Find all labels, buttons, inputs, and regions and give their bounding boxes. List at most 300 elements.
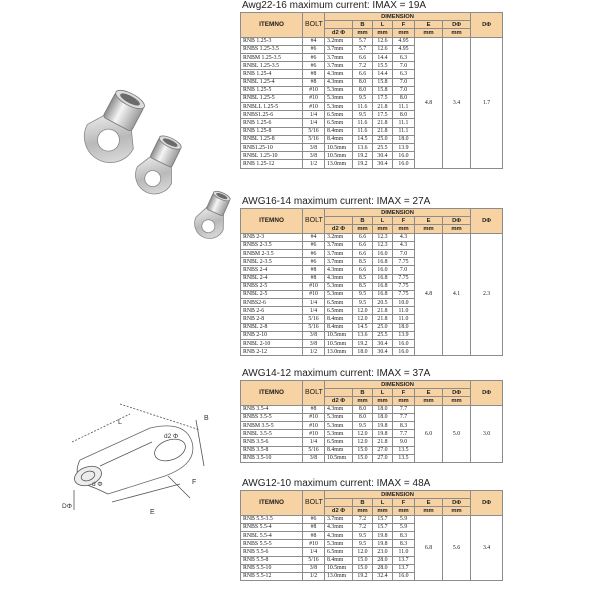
cell-f: 11.0 [393,307,415,315]
header-itemno: ITEMNO [241,381,303,406]
header-itemno: ITEMNO [241,13,303,38]
cell-l: 15.8 [373,78,393,86]
cell-d2: 5.3mm [325,282,353,290]
header-unit: mm [415,397,443,405]
cell-itemno: RNBL 2-5 [241,290,303,298]
header-d2: d2 Φ [325,397,353,405]
left-panel [0,0,238,600]
cell-itemno: RNBS 1.25-3.5 [241,45,303,53]
cell-b: 9.5 [353,531,373,539]
cell-bolt: #8 [303,266,325,274]
dimension-diagram [0,380,238,530]
header-unit: mm [373,397,393,405]
cell-f: 11.1 [393,119,415,127]
cell-d2: 3.2mm [325,233,353,241]
cell-bolt: #10 [303,430,325,438]
cell-f: 8.0 [393,94,415,102]
cell-b: 15.0 [353,454,373,462]
cell-bolt: #10 [303,94,325,102]
header-unit: mm [415,29,443,37]
large-terminal [75,82,156,172]
cell-b: 9.5 [353,421,373,429]
cell-itemno: RNBS 2-3.5 [241,241,303,249]
cell-b: 15.0 [353,556,373,564]
header-unit: mm [443,507,471,515]
cell-d2: 6.5mm [325,119,353,127]
header-dimension: DIMENSION [325,381,471,389]
cell-l: 30.4 [373,152,393,160]
cell-b: 8.5 [353,282,373,290]
cell-bolt: 5/16 [303,135,325,143]
cell-itemno: RNB 1.25-6 [241,119,303,127]
header-e: E [415,217,443,225]
header-unit: mm [415,225,443,233]
header-dimension: DIMENSION [325,491,471,499]
cell-itemno: RNBM 3.5-5 [241,421,303,429]
cell-itemno: RNB 5.5-6 [241,548,303,556]
cell-f: 4.95 [393,37,415,45]
cell-d2: 4.3mm [325,531,353,539]
cell-d1: 5.0 [443,405,471,462]
cell-d2: 13.0mm [325,572,353,580]
cell-b: 12.0 [353,438,373,446]
cell-b: 6.6 [353,53,373,61]
cell-b: 9.5 [353,111,373,119]
cell-itemno: RNB1.25-10 [241,144,303,152]
cell-l: 17.5 [373,94,393,102]
cell-d2: 10.5mm [325,152,353,160]
cell-b: 8.5 [353,274,373,282]
header-bolt: BOLT [303,209,325,234]
cell-d2: 6.5mm [325,438,353,446]
cell-d2: 8.4mm [325,315,353,323]
cell-d2: 4.3mm [325,78,353,86]
cell-bolt: 5/16 [303,323,325,331]
cell-b: 11.6 [353,127,373,135]
cell-f: 11.0 [393,315,415,323]
cell-itemno: RNB 1.25-3 [241,37,303,45]
cell-f: 7.0 [393,86,415,94]
cell-itemno: RNBS2-6 [241,299,303,307]
cell-itemno: RNBL 1.25-3.5 [241,62,303,70]
cell-d2: 8.4mm [325,323,353,331]
header-d1: DΦ [443,21,471,29]
cell-itemno: RNBLL 1.25-5 [241,103,303,111]
cell-d1: 4.1 [443,233,471,356]
cell-f: 8.3 [393,540,415,548]
cell-itemno: RNB 5.5-8 [241,556,303,564]
cell-bolt: #6 [303,249,325,257]
cell-l: 25.0 [373,323,393,331]
cell-bolt: #8 [303,274,325,282]
cell-b: 13.6 [353,331,373,339]
cell-f: 7.7 [393,405,415,413]
cell-itemno: RNBL 2-8 [241,323,303,331]
section-title: Awg22-16 maximum current: IMAX = 19A [242,0,427,11]
cell-f: 7.75 [393,290,415,298]
cell-bolt: 1/4 [303,299,325,307]
cell-d2: 3.7mm [325,53,353,61]
cell-l: 25.0 [373,135,393,143]
cell-d2: 4.3mm [325,266,353,274]
cell-bolt: 1/4 [303,307,325,315]
cell-itemno: RNB 1.25-5 [241,86,303,94]
header-blank [325,217,353,225]
cell-d2: 10.5mm [325,454,353,462]
table-row [241,405,503,413]
cell-d2: 5.3mm [325,430,353,438]
cell-itemno: RNB 3.5-8 [241,446,303,454]
cell-f: 8.3 [393,421,415,429]
cell-itemno: RNBL 1.25-5 [241,94,303,102]
cell-b: 8.5 [353,258,373,266]
cell-l: 21.8 [373,307,393,315]
header-unit: mm [373,507,393,515]
cell-bolt: 1/4 [303,548,325,556]
cell-itemno: RNBS 5.5-5 [241,540,303,548]
cell-dphi: 3.0 [471,405,503,462]
header-d1: DΦ [443,499,471,507]
cell-bolt: #10 [303,282,325,290]
cell-bolt: 5/16 [303,127,325,135]
cell-b: 8.0 [353,413,373,421]
cell-itemno: RNB 3.5-10 [241,454,303,462]
cell-f: 5.9 [393,523,415,531]
cell-b: 12.0 [353,548,373,556]
section-title: AWG14-12 maximum current: IMAX = 37A [242,368,431,379]
cell-bolt: #8 [303,405,325,413]
label-e: E [150,509,155,516]
cell-l: 15.5 [373,62,393,70]
header-dimension: DIMENSION [325,209,471,217]
cell-l: 30.4 [373,348,393,356]
cell-l: 21.8 [373,438,393,446]
cell-b: 6.6 [353,266,373,274]
cell-l: 27.0 [373,454,393,462]
cell-bolt: 5/16 [303,315,325,323]
cell-bolt: #6 [303,241,325,249]
cell-l: 28.0 [373,564,393,572]
cell-l: 16.8 [373,274,393,282]
cell-f: 18.0 [393,135,415,143]
header-unit: mm [353,225,373,233]
cell-d2: 10.5mm [325,331,353,339]
cell-b: 7.2 [353,523,373,531]
cell-d2: 6.5mm [325,548,353,556]
cell-f: 7.0 [393,249,415,257]
header-unit: mm [443,29,471,37]
header-f: F [393,21,415,29]
cell-l: 16.0 [373,249,393,257]
cell-d1: 3.4 [443,37,471,168]
cell-d2: 4.3mm [325,405,353,413]
cell-d2: 8.4mm [325,135,353,143]
cell-b: 11.6 [353,103,373,111]
cell-f: 9.0 [393,438,415,446]
spec-table [240,208,503,356]
cell-f: 7.0 [393,62,415,70]
cell-l: 12.3 [373,233,393,241]
cell-f: 13.9 [393,331,415,339]
cell-b: 9.5 [353,94,373,102]
cell-f: 13.5 [393,454,415,462]
cell-f: 16.0 [393,572,415,580]
cell-d2: 5.3mm [325,94,353,102]
label-d2: d2 Φ [164,433,179,440]
cell-l: 15.7 [373,523,393,531]
header-dimension: DIMENSION [325,13,471,21]
cell-b: 6.6 [353,249,373,257]
cell-d2: 3.7mm [325,45,353,53]
cell-bolt: 1/2 [303,160,325,168]
header-f: F [393,217,415,225]
cell-bolt: #6 [303,53,325,61]
cell-b: 15.0 [353,564,373,572]
cell-dphi: 3.4 [471,515,503,581]
cell-itemno: RNB 5.5-10 [241,564,303,572]
label-b: B [204,415,209,422]
cell-bolt: 3/8 [303,340,325,348]
cell-d2: 4.3mm [325,70,353,78]
cell-b: 6.6 [353,233,373,241]
cell-d2: 4.3mm [325,274,353,282]
header-b: B [353,21,373,29]
cell-f: 4.3 [393,241,415,249]
label-f: F [192,479,197,486]
cell-itemno: RNBL 5.5-4 [241,531,303,539]
header-blank [325,499,353,507]
cell-l: 20.5 [373,299,393,307]
cell-f: 11.0 [393,548,415,556]
cell-bolt: 1/2 [303,348,325,356]
cell-f: 7.0 [393,266,415,274]
header-l: L [373,217,393,225]
cell-e: 6.0 [415,405,443,462]
cell-f: 16.0 [393,160,415,168]
cell-f: 11.1 [393,127,415,135]
cell-bolt: #8 [303,531,325,539]
header-unit: mm [415,507,443,515]
header-d2: d2 Φ [325,225,353,233]
cell-d2: 8.4mm [325,556,353,564]
header-dphi: DΦ [471,13,503,38]
header-e: E [415,499,443,507]
cell-itemno: RNB 5.5-3.5 [241,515,303,523]
cell-bolt: #8 [303,78,325,86]
header-d1: DΦ [443,389,471,397]
cell-l: 25.5 [373,331,393,339]
header-b: B [353,217,373,225]
cell-d2: 3.2mm [325,37,353,45]
small-terminal [190,187,237,243]
header-l: L [373,389,393,397]
cell-b: 13.6 [353,144,373,152]
cell-bolt: 5/16 [303,556,325,564]
cell-l: 27.0 [373,446,393,454]
cell-bolt: #4 [303,37,325,45]
cell-d2: 5.3mm [325,290,353,298]
cell-d2: 6.5mm [325,299,353,307]
cell-bolt: 3/8 [303,144,325,152]
header-itemno: ITEMNO [241,491,303,516]
header-e: E [415,389,443,397]
cell-b: 12.0 [353,307,373,315]
header-l: L [373,499,393,507]
cell-l: 12.3 [373,241,393,249]
cell-f: 16.0 [393,340,415,348]
cell-l: 19.8 [373,540,393,548]
cell-bolt: #4 [303,233,325,241]
cell-l: 16.8 [373,290,393,298]
header-d2: d2 Φ [325,29,353,37]
cell-d2: 3.7mm [325,62,353,70]
cell-bolt: 1/4 [303,119,325,127]
cell-b: 9.5 [353,299,373,307]
cell-b: 14.5 [353,135,373,143]
cell-d2: 10.5mm [325,564,353,572]
cell-itemno: RNBS 2-5 [241,282,303,290]
cell-l: 21.8 [373,119,393,127]
cell-l: 21.8 [373,127,393,135]
cell-d2: 5.3mm [325,540,353,548]
cell-l: 21.8 [373,103,393,111]
cell-l: 16.8 [373,282,393,290]
cell-d2: 5.3mm [325,86,353,94]
header-dphi: DΦ [471,209,503,234]
cell-d2: 10.5mm [325,340,353,348]
cell-f: 18.0 [393,323,415,331]
table-row [241,233,503,241]
cell-f: 4.3 [393,233,415,241]
cell-b: 15.0 [353,446,373,454]
cell-bolt: #8 [303,70,325,78]
table-row [241,515,503,523]
cell-b: 14.5 [353,323,373,331]
cell-itemno: RNBL 2-4 [241,274,303,282]
cell-d2: 13.0mm [325,160,353,168]
header-bolt: BOLT [303,381,325,406]
cell-itemno: RNBM 1.25-3.5 [241,53,303,61]
cell-bolt: #6 [303,515,325,523]
cell-d2: 3.7mm [325,515,353,523]
cell-f: 7.7 [393,430,415,438]
cell-d2: 4.3mm [325,523,353,531]
header-blank [325,21,353,29]
cell-itemno: RNB 1.25-12 [241,160,303,168]
label-dphi: DΦ [62,503,72,510]
cell-f: 8.3 [393,531,415,539]
cell-b: 12.0 [353,315,373,323]
cell-bolt: 3/8 [303,152,325,160]
cell-f: 6.3 [393,70,415,78]
header-e: E [415,21,443,29]
cell-b: 8.0 [353,78,373,86]
cell-f: 6.3 [393,53,415,61]
header-dphi: DΦ [471,381,503,406]
cell-d2: 8.4mm [325,446,353,454]
header-d1: DΦ [443,217,471,225]
cell-l: 12.6 [373,45,393,53]
cell-itemno: RNBS 2-4 [241,266,303,274]
cell-b: 7.2 [353,515,373,523]
cell-l: 30.4 [373,340,393,348]
cell-l: 15.8 [373,86,393,94]
cell-bolt: #10 [303,413,325,421]
cell-itemno: RNBL 1.25-4 [241,78,303,86]
header-unit: mm [353,29,373,37]
cell-itemno: RNB 2-10 [241,331,303,339]
cell-d1: 5.6 [443,515,471,581]
header-dphi: DΦ [471,491,503,516]
spec-table [240,490,503,581]
cell-l: 15.7 [373,515,393,523]
cell-itemno: RNBL 3.5-5 [241,430,303,438]
header-b: B [353,499,373,507]
header-unit: mm [373,225,393,233]
cell-b: 8.0 [353,405,373,413]
cell-f: 13.7 [393,564,415,572]
cell-bolt: #10 [303,421,325,429]
header-unit: mm [443,397,471,405]
cell-itemno: RNBS 5.5-4 [241,523,303,531]
cell-d2: 6.5mm [325,111,353,119]
cell-f: 7.0 [393,78,415,86]
cell-bolt: #6 [303,45,325,53]
header-l: L [373,21,393,29]
cell-f: 11.1 [393,103,415,111]
cell-d2: 5.3mm [325,413,353,421]
cell-d2: 10.5mm [325,144,353,152]
cell-d2: 3.7mm [325,258,353,266]
header-d2: d2 Φ [325,507,353,515]
cell-b: 6.6 [353,241,373,249]
cell-l: 19.8 [373,421,393,429]
cell-e: 6.8 [415,515,443,581]
header-unit: mm [393,397,415,405]
cell-bolt: 1/4 [303,111,325,119]
cell-bolt: 5/16 [303,446,325,454]
cell-itemno: RNB 1.25-8 [241,127,303,135]
cell-f: 7.75 [393,258,415,266]
cell-f: 16.0 [393,348,415,356]
label-d: d Φ [92,481,103,488]
cell-dphi: 1.7 [471,37,503,168]
cell-e: 4.8 [415,37,443,168]
cell-l: 30.4 [373,160,393,168]
cell-d2: 8.4mm [325,127,353,135]
cell-f: 8.0 [393,111,415,119]
cell-l: 19.8 [373,430,393,438]
header-unit: mm [393,507,415,515]
cell-l: 23.0 [373,548,393,556]
spec-table [240,12,503,169]
cell-b: 19.2 [353,340,373,348]
cell-dphi: 2.3 [471,233,503,356]
cell-itemno: RNB 2-6 [241,307,303,315]
header-unit: mm [393,225,415,233]
header-unit: mm [443,225,471,233]
header-blank [325,389,353,397]
cell-b: 9.5 [353,290,373,298]
header-bolt: BOLT [303,491,325,516]
cell-b: 6.6 [353,70,373,78]
cell-b: 19.2 [353,160,373,168]
cell-l: 14.4 [373,70,393,78]
cell-d2: 5.3mm [325,103,353,111]
cell-itemno: RNBS 3.5-5 [241,413,303,421]
cell-f: 13.7 [393,556,415,564]
header-unit: mm [373,29,393,37]
